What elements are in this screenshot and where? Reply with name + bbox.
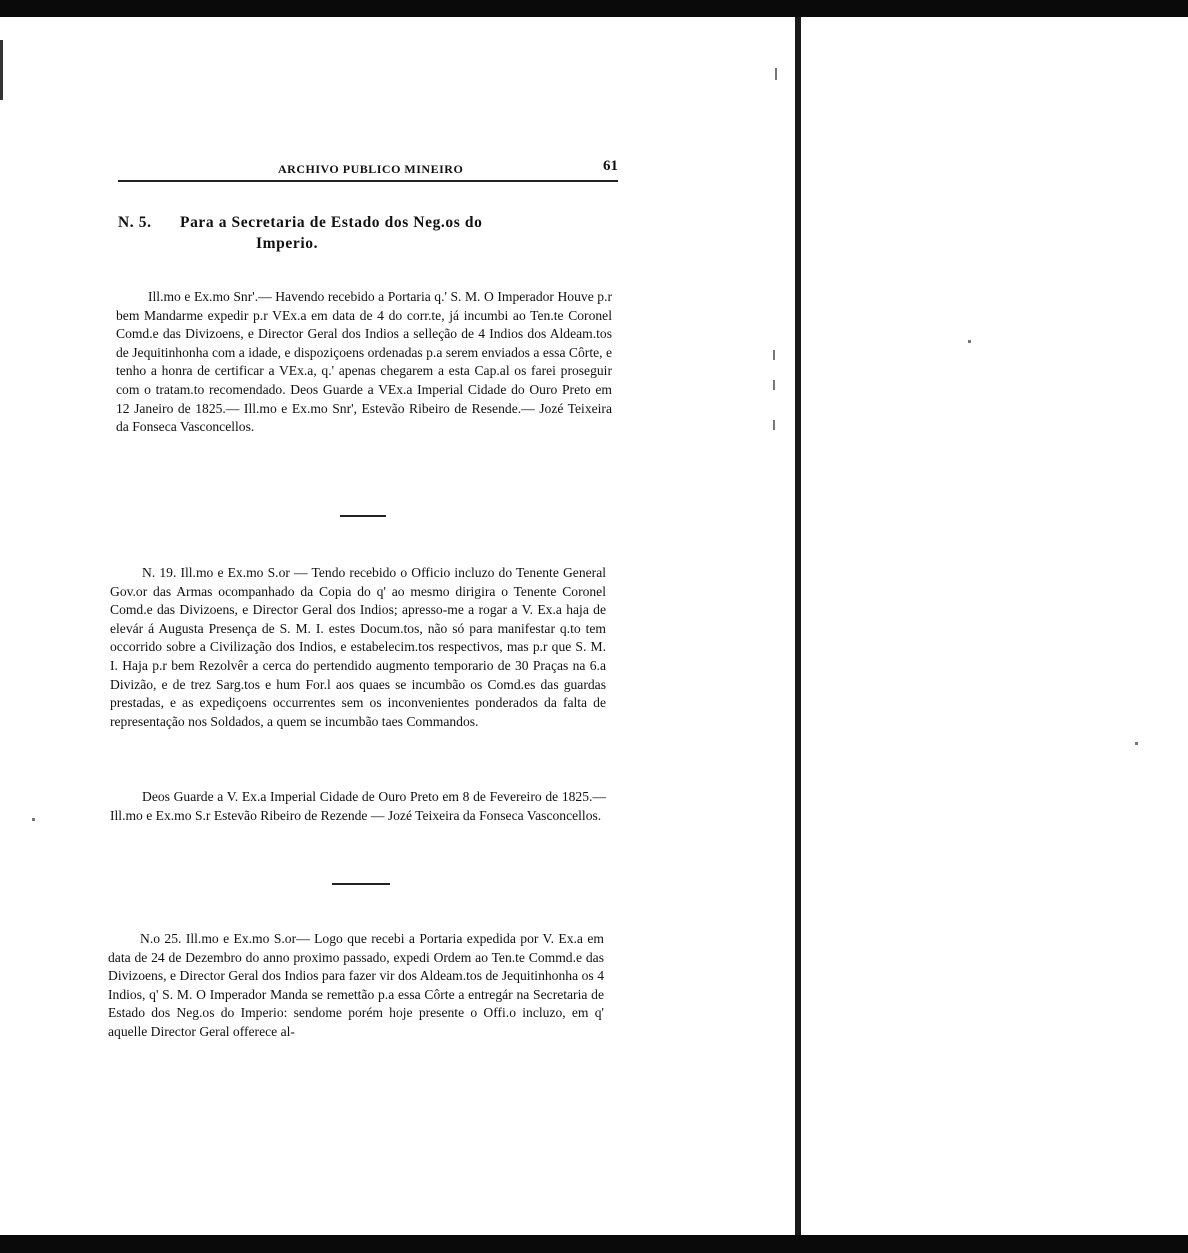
letter-paragraph: Ill.mo e Ex.mo Snr'.— Havendo recebido a Portaria q.' S. M. O Imperador Houve p.r bem Mandarme expedir p.r VEx.a em data de 4 do corr.te, já incumbi ao Ten.te Coronel Comd.e das Divizoens, e Director Geral dos Indios a selleção de 4 Indios dos Aldeam.tos de Jequitinhonha com a idade, e dispoziçoens ordenadas p.a serem enviados a essa Côrte, e tenho a honra de certificar a VEx.a, q.' apenas chegarem a esta Cap.al os farei proseguir com o tratam.to recomendado. Deos Guarde a VEx.a Imperial Cidade do Ouro Preto em 12 Janeiro de 1825.— Ill.mo e Ex.mo Snr', Estevão Ribeiro de Resende.— Jozé Teixeira da Fonseca Vasconcellos. — [116, 289, 612, 435]
scan-bottom-border — [0, 1235, 1188, 1253]
scan-speck — [1135, 742, 1138, 745]
scan-speck — [775, 68, 777, 80]
scan-speck — [773, 420, 775, 430]
section-number: N. 5. — [118, 214, 152, 231]
running-title: ARCHIVO PUBLICO MINEIRO — [278, 162, 464, 176]
letter-paragraph: N.o 25. Ill.mo e Ex.mo S.or— Logo que recebi a Portaria expedida por V. Ex.a em data de 24 de Dezembro do anno proximo passado, expedi Ordem ao Ten.te Commd.e das Divizoens, e Director Geral dos Indios para fazer vir dos Aldeam.tos de Jequitinhonha os 4 Indios, q' S. M. O Imperador Manda se remettão p.a essa Côrte a entregár na Secretaria de Estado dos Neg.os do Imperio: sendome porém hoje presente o Offi.o incluzo, em q' aquelle Director Geral offerece al- — [108, 931, 604, 1039]
letter-paragraph: N. 19. Ill.mo e Ex.mo S.or — Tendo recebido o Officio incluzo do Tenente General Gov.or das Armas ocompanhado da Copia do q' ao mesmo dirigira o Tenente Coronel Comd.e das Divizoens, e Director Geral dos Indios; apresso-me a rogar a V. Ex.a haja de elevár á Augusta Presença de S. M. I. estes Docum.tos, não só para manifestar q.to tem occorrido sobre a Civilização dos Indios, e estabelecim.tos respectivos, mas p.r que S. M. I. Haja p.r bem Rezolvêr a cerca do pertendido augmento temporario de 30 Praças na 6.a Divizão, e de trez Sarg.tos e hum For.l aos quaes se incumbão os Comd.es das guardas prestadas, e as expediçoens occurrentes sem os inconvenientes ponderados da falta de representação nos Soldados, a quem se incumbão taes Commandos. — [110, 565, 606, 729]
section-heading-line1: Para a Secretaria de Estado dos Neg.os do — [180, 214, 483, 231]
scan-speck — [968, 340, 971, 343]
letter-paragraph: Deos Guarde a V. Ex.a Imperial Cidade de Ouro Preto em 8 de Fevereiro de 1825.— Ill.mo e Ex.mo S.r Estevão Ribeiro de Rezende — Jozé Teixeira da Fonseca Vasconcellos. — [110, 789, 606, 823]
scan-speck — [32, 818, 35, 821]
page-number: 61 — [603, 158, 618, 174]
scan-top-border — [0, 0, 1188, 17]
page-left-edge — [0, 40, 3, 100]
running-header — [118, 156, 618, 180]
section-heading-line2: Imperio. — [256, 235, 319, 252]
section-separator — [340, 515, 386, 517]
book-gutter — [795, 17, 801, 1235]
scan-speck — [773, 380, 775, 390]
section-heading — [118, 212, 618, 254]
header-rule — [118, 180, 618, 182]
section-separator — [332, 883, 390, 885]
scan-speck — [773, 350, 775, 360]
